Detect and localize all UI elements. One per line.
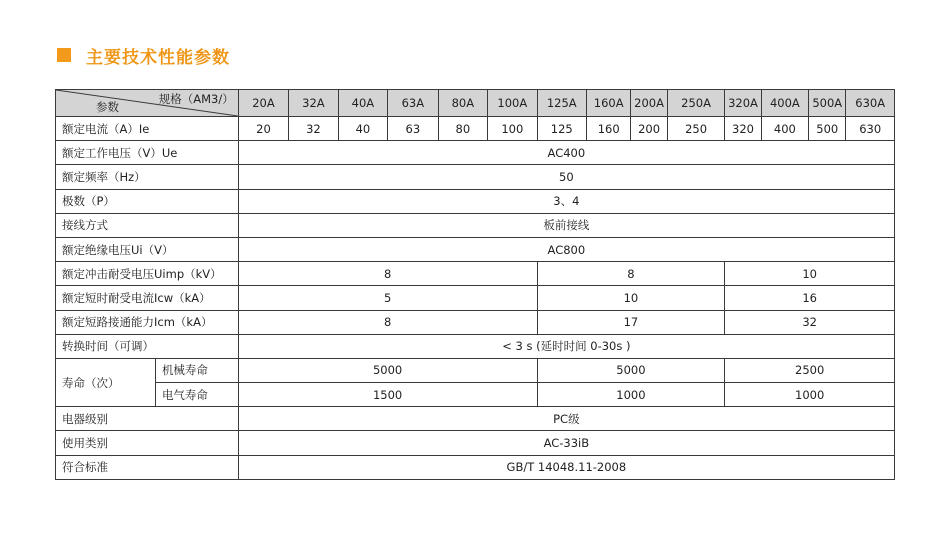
row-label: 额定电流（A）Ie <box>56 117 239 141</box>
table-row <box>56 117 895 141</box>
table-cell: 5000 <box>238 358 537 382</box>
table-cell: 50 <box>238 165 894 189</box>
spec-header: 63A <box>388 90 438 117</box>
spec-header: 250A <box>667 90 725 117</box>
spec-header: 200A <box>631 90 667 117</box>
table-cell: AC800 <box>238 237 894 261</box>
table-cell: 板前接线 <box>238 213 894 237</box>
table-row <box>56 383 895 407</box>
table-cell: 16 <box>725 286 895 310</box>
table-row <box>56 165 895 189</box>
spec-header: 400A <box>761 90 808 117</box>
header-corner-param: 参数 <box>96 100 119 114</box>
table-cell: 8 <box>238 262 537 286</box>
table-cell: 10 <box>537 286 725 310</box>
section-title-text: 主要技术性能参数 <box>86 47 230 68</box>
table-row <box>56 237 895 261</box>
table-row <box>56 141 895 165</box>
row-label: 额定短路接通能力Icm（kA） <box>56 310 239 334</box>
table-cell: 8 <box>238 310 537 334</box>
table-cell: 160 <box>587 117 631 141</box>
table-row <box>56 334 895 358</box>
table-cell: GB/T 14048.11-2008 <box>238 455 894 479</box>
spec-header: 500A <box>809 90 846 117</box>
spec-header: 630A <box>846 90 895 117</box>
table-cell: AC-33iB <box>238 431 894 455</box>
table-cell: 10 <box>725 262 895 286</box>
row-label: 寿命（次） <box>56 358 156 406</box>
row-label: 额定工作电压（V）Ue <box>56 141 239 165</box>
row-label: 使用类别 <box>56 431 239 455</box>
title-square-icon <box>57 48 71 62</box>
table-cell: 32 <box>725 310 895 334</box>
row-label: 极数（P） <box>56 189 239 213</box>
spec-header: 100A <box>488 90 537 117</box>
table-row <box>56 213 895 237</box>
table-row <box>56 407 895 431</box>
table-cell: 250 <box>667 117 725 141</box>
spec-header: 32A <box>289 90 338 117</box>
table-cell: 400 <box>761 117 808 141</box>
table-cell: 630 <box>846 117 895 141</box>
table-row <box>56 455 895 479</box>
table-row <box>56 262 895 286</box>
table-row <box>56 358 895 382</box>
spec-header: 125A <box>537 90 586 117</box>
row-label: 符合标准 <box>56 455 239 479</box>
table-cell: 100 <box>488 117 537 141</box>
row-label: 额定短时耐受电流Icw（kA） <box>56 286 239 310</box>
table-cell: AC400 <box>238 141 894 165</box>
table-cell: 500 <box>809 117 846 141</box>
table-row <box>56 431 895 455</box>
spec-table <box>55 89 895 480</box>
table-cell: 320 <box>725 117 761 141</box>
table-cell: 1000 <box>537 383 725 407</box>
row-label: 接线方式 <box>56 213 239 237</box>
header-corner-spec: 规格（AM3/） <box>158 92 234 106</box>
table-cell: 63 <box>388 117 438 141</box>
table-cell: 2500 <box>725 358 895 382</box>
header-corner-cell <box>56 90 239 117</box>
table-cell: 32 <box>289 117 338 141</box>
row-label: 额定冲击耐受电压Uimp（kV） <box>56 262 239 286</box>
spec-header: 80A <box>438 90 487 117</box>
table-cell: 17 <box>537 310 725 334</box>
table-row <box>56 189 895 213</box>
row-label: 电器级别 <box>56 407 239 431</box>
table-row <box>56 310 895 334</box>
spec-header: 20A <box>238 90 288 117</box>
header-row <box>56 90 895 117</box>
table-cell: 20 <box>238 117 288 141</box>
row-label: 额定绝缘电压Ui（V） <box>56 237 239 261</box>
row-sublabel: 电气寿命 <box>155 383 238 407</box>
table-cell: 125 <box>537 117 586 141</box>
table-cell: 200 <box>631 117 667 141</box>
row-label: 额定频率（Hz） <box>56 165 239 189</box>
spec-header: 40A <box>338 90 387 117</box>
table-row <box>56 286 895 310</box>
spec-header: 160A <box>587 90 631 117</box>
row-label: 转换时间（可调） <box>56 334 239 358</box>
table-cell: 80 <box>438 117 487 141</box>
table-cell: 40 <box>338 117 387 141</box>
table-cell: 5000 <box>537 358 725 382</box>
table-cell: < 3 s (延时时间 0-30s ) <box>238 334 894 358</box>
table-cell: PC级 <box>238 407 894 431</box>
table-cell: 1000 <box>725 383 895 407</box>
table-cell: 5 <box>238 286 537 310</box>
spec-header: 320A <box>725 90 761 117</box>
table-cell: 1500 <box>238 383 537 407</box>
table-cell: 8 <box>537 262 725 286</box>
table-cell: 3、4 <box>238 189 894 213</box>
section-title <box>57 44 230 66</box>
row-sublabel: 机械寿命 <box>155 358 238 382</box>
